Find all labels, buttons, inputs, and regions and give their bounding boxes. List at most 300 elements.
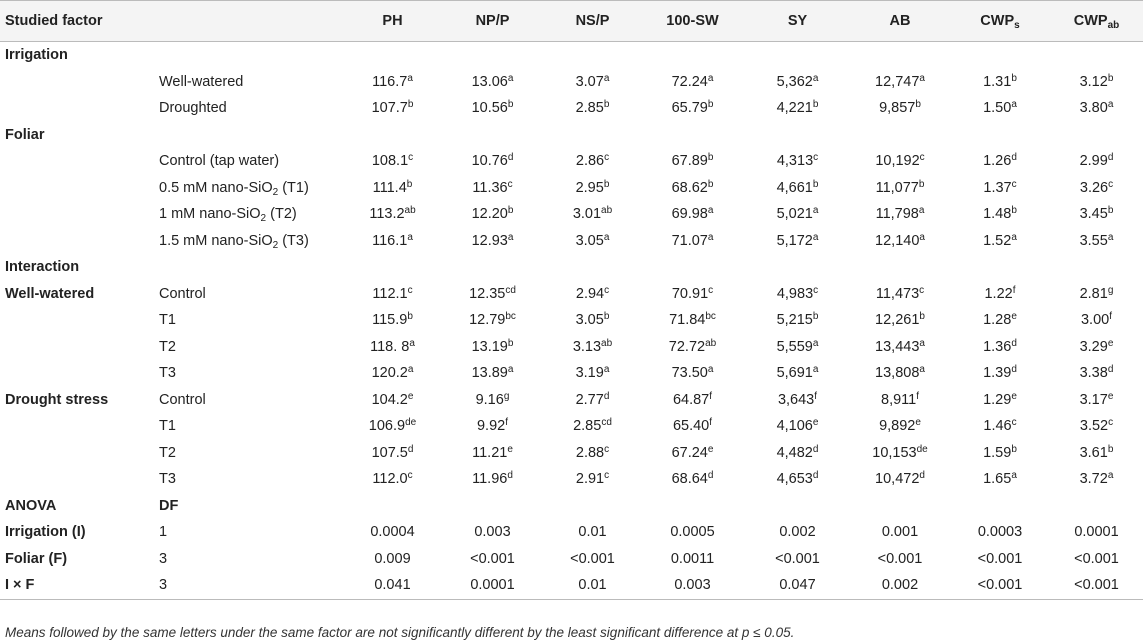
- cell-value: 12.93: [471, 232, 508, 249]
- table-row: [0, 413, 1143, 440]
- cell-value: <0.001: [470, 550, 515, 567]
- significance-letter: b: [1107, 72, 1114, 84]
- significance-letter: a: [407, 231, 413, 243]
- cell-value: 3.72: [1079, 471, 1108, 488]
- significance-letter: a: [603, 364, 610, 376]
- value-cell: [850, 334, 950, 361]
- cell-value: 12.79: [469, 312, 506, 329]
- value-cell: [545, 122, 640, 149]
- value-cell: [440, 69, 545, 96]
- cell-value: 3.61: [1079, 444, 1108, 461]
- value-cell: [440, 546, 545, 573]
- table-row: [0, 175, 1143, 202]
- cell-value: 70.91: [671, 285, 709, 302]
- value-cell: [950, 360, 1050, 387]
- row-sublabel: [155, 122, 345, 149]
- value-cell: [1050, 175, 1143, 202]
- significance-letter: d: [507, 470, 513, 482]
- value-cell: [545, 228, 640, 255]
- significance-letter: c: [1011, 417, 1017, 429]
- cell-value: 0.01: [578, 524, 607, 541]
- value-cell: [745, 307, 850, 334]
- value-cell: [1050, 546, 1143, 573]
- value-cell: [1050, 334, 1143, 361]
- table-row: [0, 201, 1143, 228]
- cell-value: 3.19: [575, 365, 604, 382]
- cell-value: 5,691: [776, 365, 813, 382]
- table-row: [0, 334, 1143, 361]
- cell-value: 2.77: [575, 391, 604, 408]
- value-cell: [640, 334, 745, 361]
- value-cell: [440, 254, 545, 281]
- significance-letter: e: [1107, 337, 1114, 349]
- cell-value: 0.003: [674, 577, 711, 594]
- value-cell: [850, 307, 950, 334]
- value-cell: [440, 148, 545, 175]
- value-cell: [950, 42, 1050, 69]
- cell-value: 12,261: [875, 312, 920, 329]
- value-cell: [545, 440, 640, 467]
- value-cell: [745, 546, 850, 573]
- cell-value: 1.36: [983, 338, 1012, 355]
- cell-value: 1.46: [983, 418, 1012, 435]
- row-label: [0, 95, 155, 122]
- sublabel-text: 3: [159, 577, 168, 594]
- row-sublabel: [155, 148, 345, 175]
- value-cell: [640, 122, 745, 149]
- value-cell: [545, 148, 640, 175]
- cell-value: 68.62: [671, 179, 708, 196]
- row-label: [0, 175, 155, 202]
- cell-value: 4,661: [776, 179, 813, 196]
- cell-value: <0.001: [1074, 577, 1119, 594]
- row-label: [0, 228, 155, 255]
- table-footnote: Means followed by the same letters under the same factor are not significantly different by the least significant difference at p ≤ 0.05.: [5, 625, 795, 640]
- cell-value: 2.99: [1079, 153, 1108, 170]
- cell-value: 108.1: [371, 153, 409, 170]
- significance-letter: c: [408, 152, 414, 164]
- cell-value: 3.05: [575, 232, 604, 249]
- significance-letter: f: [709, 417, 713, 429]
- cell-value: 1.59: [983, 444, 1012, 461]
- significance-letter: d: [919, 470, 925, 482]
- significance-letter: e: [812, 417, 819, 429]
- significance-letter: a: [812, 205, 819, 217]
- value-cell: [1050, 148, 1143, 175]
- significance-letter: b: [812, 178, 819, 190]
- row-sublabel: [155, 387, 345, 414]
- cell-value: 0.003: [474, 524, 511, 541]
- cell-value: 13.89: [471, 365, 508, 382]
- value-cell: [545, 519, 640, 546]
- table-row: [0, 95, 1143, 122]
- value-cell: [745, 519, 850, 546]
- value-cell: [1050, 387, 1143, 414]
- cell-value: 13,808: [875, 365, 920, 382]
- significance-letter: a: [409, 337, 415, 349]
- significance-letter: b: [812, 99, 819, 111]
- row-sublabel: [155, 360, 345, 387]
- cell-value: 8,911: [881, 391, 917, 408]
- anova-row: [0, 572, 1143, 599]
- cell-value: 64.87: [672, 391, 710, 408]
- sublabel-text: Control (tap water): [159, 153, 280, 170]
- value-cell: [745, 95, 850, 122]
- significance-letter: f: [916, 390, 919, 402]
- sublabel-text: 1 mM nano-SiO: [159, 206, 261, 223]
- value-cell: [850, 546, 950, 573]
- cell-value: 3.26: [1079, 179, 1109, 196]
- value-cell: [345, 42, 440, 69]
- cell-value: 71.07: [671, 232, 708, 249]
- value-cell: [745, 69, 850, 96]
- cell-value: 2.95: [575, 179, 604, 196]
- value-cell: [745, 387, 850, 414]
- cell-value: 4,106: [776, 418, 813, 435]
- significance-letter: a: [1011, 99, 1017, 111]
- significance-letter: d: [812, 470, 819, 482]
- header-ab: AB: [850, 1, 950, 42]
- significance-letter: c: [604, 152, 610, 164]
- cell-value: 9,892: [879, 418, 916, 435]
- significance-letter: b: [707, 152, 714, 164]
- row-sublabel: [155, 175, 345, 202]
- cell-value: 1.22: [984, 285, 1013, 302]
- value-cell: [345, 440, 440, 467]
- table-row: [0, 466, 1143, 493]
- row-sublabel: [155, 42, 345, 69]
- value-cell: [1050, 307, 1143, 334]
- value-cell: [545, 201, 640, 228]
- cell-value: 2.85: [573, 418, 602, 435]
- anova-header-row: [0, 493, 1143, 520]
- row-sublabel: [155, 519, 345, 546]
- table-row: [0, 69, 1143, 96]
- significance-letter: g: [503, 390, 510, 402]
- cell-value: <0.001: [877, 550, 923, 567]
- value-cell: [345, 148, 440, 175]
- value-cell: [745, 360, 850, 387]
- header-sy: SY: [745, 1, 850, 42]
- cell-value: 12,747: [875, 73, 920, 90]
- value-cell: [545, 334, 640, 361]
- cell-value: 3.01: [572, 206, 602, 223]
- significance-letter: b: [407, 311, 413, 323]
- significance-letter: b: [707, 178, 714, 190]
- row-sublabel: [155, 334, 345, 361]
- cell-value: 1.26: [983, 153, 1012, 170]
- value-cell: [345, 334, 440, 361]
- value-cell: [345, 493, 440, 520]
- table-body: [0, 42, 1143, 600]
- cell-value: 0.0005: [670, 524, 715, 541]
- cell-value: 3.12: [1079, 73, 1108, 90]
- value-cell: [850, 572, 950, 599]
- significance-letter: c: [813, 152, 819, 164]
- cell-value: 12.35: [469, 285, 506, 302]
- value-cell: [640, 546, 745, 573]
- cell-value: <0.001: [977, 550, 1023, 567]
- cell-value: 0.041: [374, 577, 411, 594]
- row-sublabel: [155, 546, 345, 573]
- row-label: Interaction: [5, 259, 80, 276]
- value-cell: [850, 228, 950, 255]
- value-cell: [545, 493, 640, 520]
- value-cell: [440, 122, 545, 149]
- significance-letter: d: [707, 470, 714, 482]
- cell-value: 11.21: [472, 444, 508, 461]
- value-cell: [640, 42, 745, 69]
- significance-letter: c: [604, 470, 610, 482]
- value-cell: [950, 440, 1050, 467]
- significance-letter: ab: [705, 337, 717, 349]
- cell-value: 11,798: [875, 206, 919, 223]
- cell-value: 3.13: [572, 338, 602, 355]
- cell-value: 10,153: [872, 444, 917, 461]
- value-cell: [745, 281, 850, 308]
- value-cell: [1050, 281, 1143, 308]
- significance-letter: de: [916, 443, 928, 455]
- significance-letter: b: [407, 99, 414, 111]
- value-cell: [440, 440, 545, 467]
- cell-value: 10.56: [471, 100, 508, 117]
- value-cell: [545, 69, 640, 96]
- value-cell: [950, 413, 1050, 440]
- value-cell: [850, 254, 950, 281]
- cell-value: <0.001: [570, 550, 615, 567]
- value-cell: [640, 175, 745, 202]
- cell-value: 67.89: [671, 153, 708, 170]
- cell-value: 3.45: [1079, 206, 1108, 223]
- header-blank: [155, 1, 345, 42]
- value-cell: [950, 307, 1050, 334]
- row-label: Foliar: [5, 126, 45, 143]
- value-cell: [850, 122, 950, 149]
- value-cell: [745, 228, 850, 255]
- cell-value: <0.001: [1074, 550, 1119, 567]
- sublabel-subscript: 2: [260, 213, 267, 225]
- row-sublabel: [155, 572, 345, 599]
- value-cell: [850, 387, 950, 414]
- sublabel-text: Well-watered: [159, 73, 244, 90]
- header-100-sw: 100-SW: [640, 1, 745, 42]
- cell-value: 1.48: [983, 206, 1012, 223]
- value-cell: [440, 228, 545, 255]
- value-cell: [850, 42, 950, 69]
- cell-value: 1.29: [983, 391, 1012, 408]
- value-cell: [850, 493, 950, 520]
- significance-letter: a: [1011, 231, 1017, 243]
- value-cell: [440, 466, 545, 493]
- value-cell: [745, 466, 850, 493]
- significance-letter: a: [812, 337, 819, 349]
- sublabel-text: 1.5 mM nano-SiO: [159, 232, 273, 249]
- significance-letter: g: [1107, 284, 1114, 296]
- significance-letter: a: [919, 364, 925, 376]
- value-cell: [545, 175, 640, 202]
- row-label: [0, 466, 155, 493]
- significance-letter: a: [507, 231, 514, 243]
- cell-value: 1.65: [983, 471, 1012, 488]
- value-cell: [345, 175, 440, 202]
- significance-letter: cd: [601, 417, 612, 429]
- cell-value: 0.0001: [1074, 524, 1119, 541]
- cell-value: 107.5: [371, 444, 408, 461]
- significance-letter: e: [1011, 311, 1017, 323]
- value-cell: [440, 387, 545, 414]
- significance-letter: b: [707, 99, 714, 111]
- cell-value: 10,192: [875, 153, 920, 170]
- cell-value: 68.64: [671, 471, 708, 488]
- value-cell: [345, 413, 440, 440]
- cell-value: 0.001: [881, 524, 919, 541]
- value-cell: [345, 254, 440, 281]
- cell-value: 5,215: [776, 312, 813, 329]
- cell-value: 10.76: [471, 153, 508, 170]
- cell-value: 3.38: [1079, 365, 1108, 382]
- table-row: [0, 360, 1143, 387]
- significance-letter: a: [707, 364, 714, 376]
- significance-letter: a: [1107, 470, 1114, 482]
- value-cell: [545, 360, 640, 387]
- sublabel-text: Control: [159, 391, 206, 408]
- cell-value: 3.00: [1080, 312, 1110, 329]
- header-cwp-ab: $CWP_{ab}$: [1050, 1, 1143, 42]
- significance-letter: e: [407, 390, 414, 402]
- value-cell: [640, 201, 745, 228]
- value-cell: [950, 281, 1050, 308]
- significance-letter: f: [505, 417, 508, 429]
- header-np-p: NP/P: [440, 1, 545, 42]
- cell-value: 72.72: [668, 338, 706, 355]
- cell-value: 4,653: [776, 471, 813, 488]
- value-cell: [345, 281, 440, 308]
- cell-value: 73.50: [671, 365, 708, 382]
- row-sublabel: [155, 493, 345, 520]
- value-cell: [950, 69, 1050, 96]
- row-sublabel: [155, 69, 345, 96]
- cell-value: 3.55: [1079, 232, 1108, 249]
- value-cell: [1050, 360, 1143, 387]
- cell-value: 116.1: [372, 232, 408, 249]
- row-label: [0, 148, 155, 175]
- cell-value: <0.001: [977, 577, 1023, 594]
- significance-letter: a: [507, 72, 514, 84]
- row-label: Irrigation (I): [5, 524, 86, 541]
- row-sublabel: [155, 228, 345, 255]
- significance-letter: bc: [505, 311, 516, 323]
- sublabel-text: T1: [159, 312, 176, 329]
- value-cell: [950, 493, 1050, 520]
- value-cell: [640, 466, 745, 493]
- value-cell: [850, 440, 950, 467]
- significance-letter: d: [407, 443, 414, 455]
- cell-value: 13,443: [875, 338, 920, 355]
- significance-letter: a: [812, 72, 819, 84]
- value-cell: [850, 201, 950, 228]
- value-cell: [640, 519, 745, 546]
- sublabel-suffix: (T2): [266, 206, 297, 223]
- cell-value: 72.24: [671, 73, 708, 90]
- cell-value: 9,857: [879, 100, 916, 117]
- cell-value: 13.19: [471, 338, 508, 355]
- header-ph: PH: [345, 1, 440, 42]
- sublabel-text: Droughted: [159, 100, 227, 117]
- sublabel-text: 3: [159, 550, 168, 567]
- cell-value: 0.01: [578, 577, 607, 594]
- cell-value: 3.07: [575, 73, 604, 90]
- row-sublabel: [155, 201, 345, 228]
- sublabel-text: T3: [159, 471, 176, 488]
- significance-letter: a: [707, 205, 714, 217]
- significance-letter: d: [1011, 152, 1017, 164]
- cell-value: 4,313: [776, 153, 814, 170]
- significance-letter: a: [407, 364, 414, 376]
- value-cell: [950, 148, 1050, 175]
- sublabel-subscript: 2: [272, 186, 279, 198]
- significance-letter: b: [406, 178, 413, 190]
- significance-letter: b: [603, 178, 610, 190]
- cell-value: 111.4: [372, 179, 407, 196]
- value-cell: [950, 122, 1050, 149]
- significance-letter: e: [707, 443, 714, 455]
- value-cell: [745, 493, 850, 520]
- table-row: [0, 228, 1143, 255]
- sublabel-suffix: (T1): [278, 179, 309, 196]
- sublabel-text: DF: [159, 497, 179, 514]
- cell-value: 65.40: [672, 418, 710, 435]
- value-cell: [1050, 42, 1143, 69]
- significance-letter: d: [507, 152, 514, 164]
- significance-letter: a: [918, 205, 925, 217]
- cell-value: 0.002: [881, 577, 919, 594]
- cell-value: 13.06: [471, 73, 508, 90]
- value-cell: [640, 493, 745, 520]
- row-label: Irrigation: [5, 47, 68, 64]
- value-cell: [850, 519, 950, 546]
- value-cell: [545, 546, 640, 573]
- significance-letter: c: [604, 443, 610, 455]
- cell-value: 2.81: [1079, 285, 1108, 302]
- significance-letter: b: [1107, 205, 1114, 217]
- value-cell: [850, 175, 950, 202]
- cell-value: 5,362: [776, 73, 813, 90]
- cell-value: 2.85: [575, 100, 604, 117]
- row-label: Foliar (F): [5, 550, 68, 567]
- value-cell: [345, 360, 440, 387]
- header-studied-factor: Studied factor: [0, 1, 155, 42]
- significance-letter: f: [1109, 311, 1112, 323]
- significance-letter: d: [1011, 337, 1017, 349]
- significance-letter: c: [1011, 178, 1017, 190]
- significance-letter: b: [507, 99, 514, 111]
- row-label: Well-watered: [5, 285, 95, 302]
- cell-value: 5,559: [776, 338, 813, 355]
- significance-letter: a: [707, 72, 714, 84]
- value-cell: [640, 69, 745, 96]
- value-cell: [950, 572, 1050, 599]
- significance-letter: a: [507, 364, 514, 376]
- value-cell: [950, 95, 1050, 122]
- value-cell: [440, 201, 545, 228]
- significance-letter: b: [603, 99, 610, 111]
- significance-letter: e: [1107, 390, 1114, 402]
- value-cell: [345, 546, 440, 573]
- row-sublabel: [155, 466, 345, 493]
- cell-value: 5,172: [776, 232, 813, 249]
- value-cell: [440, 360, 545, 387]
- value-cell: [745, 201, 850, 228]
